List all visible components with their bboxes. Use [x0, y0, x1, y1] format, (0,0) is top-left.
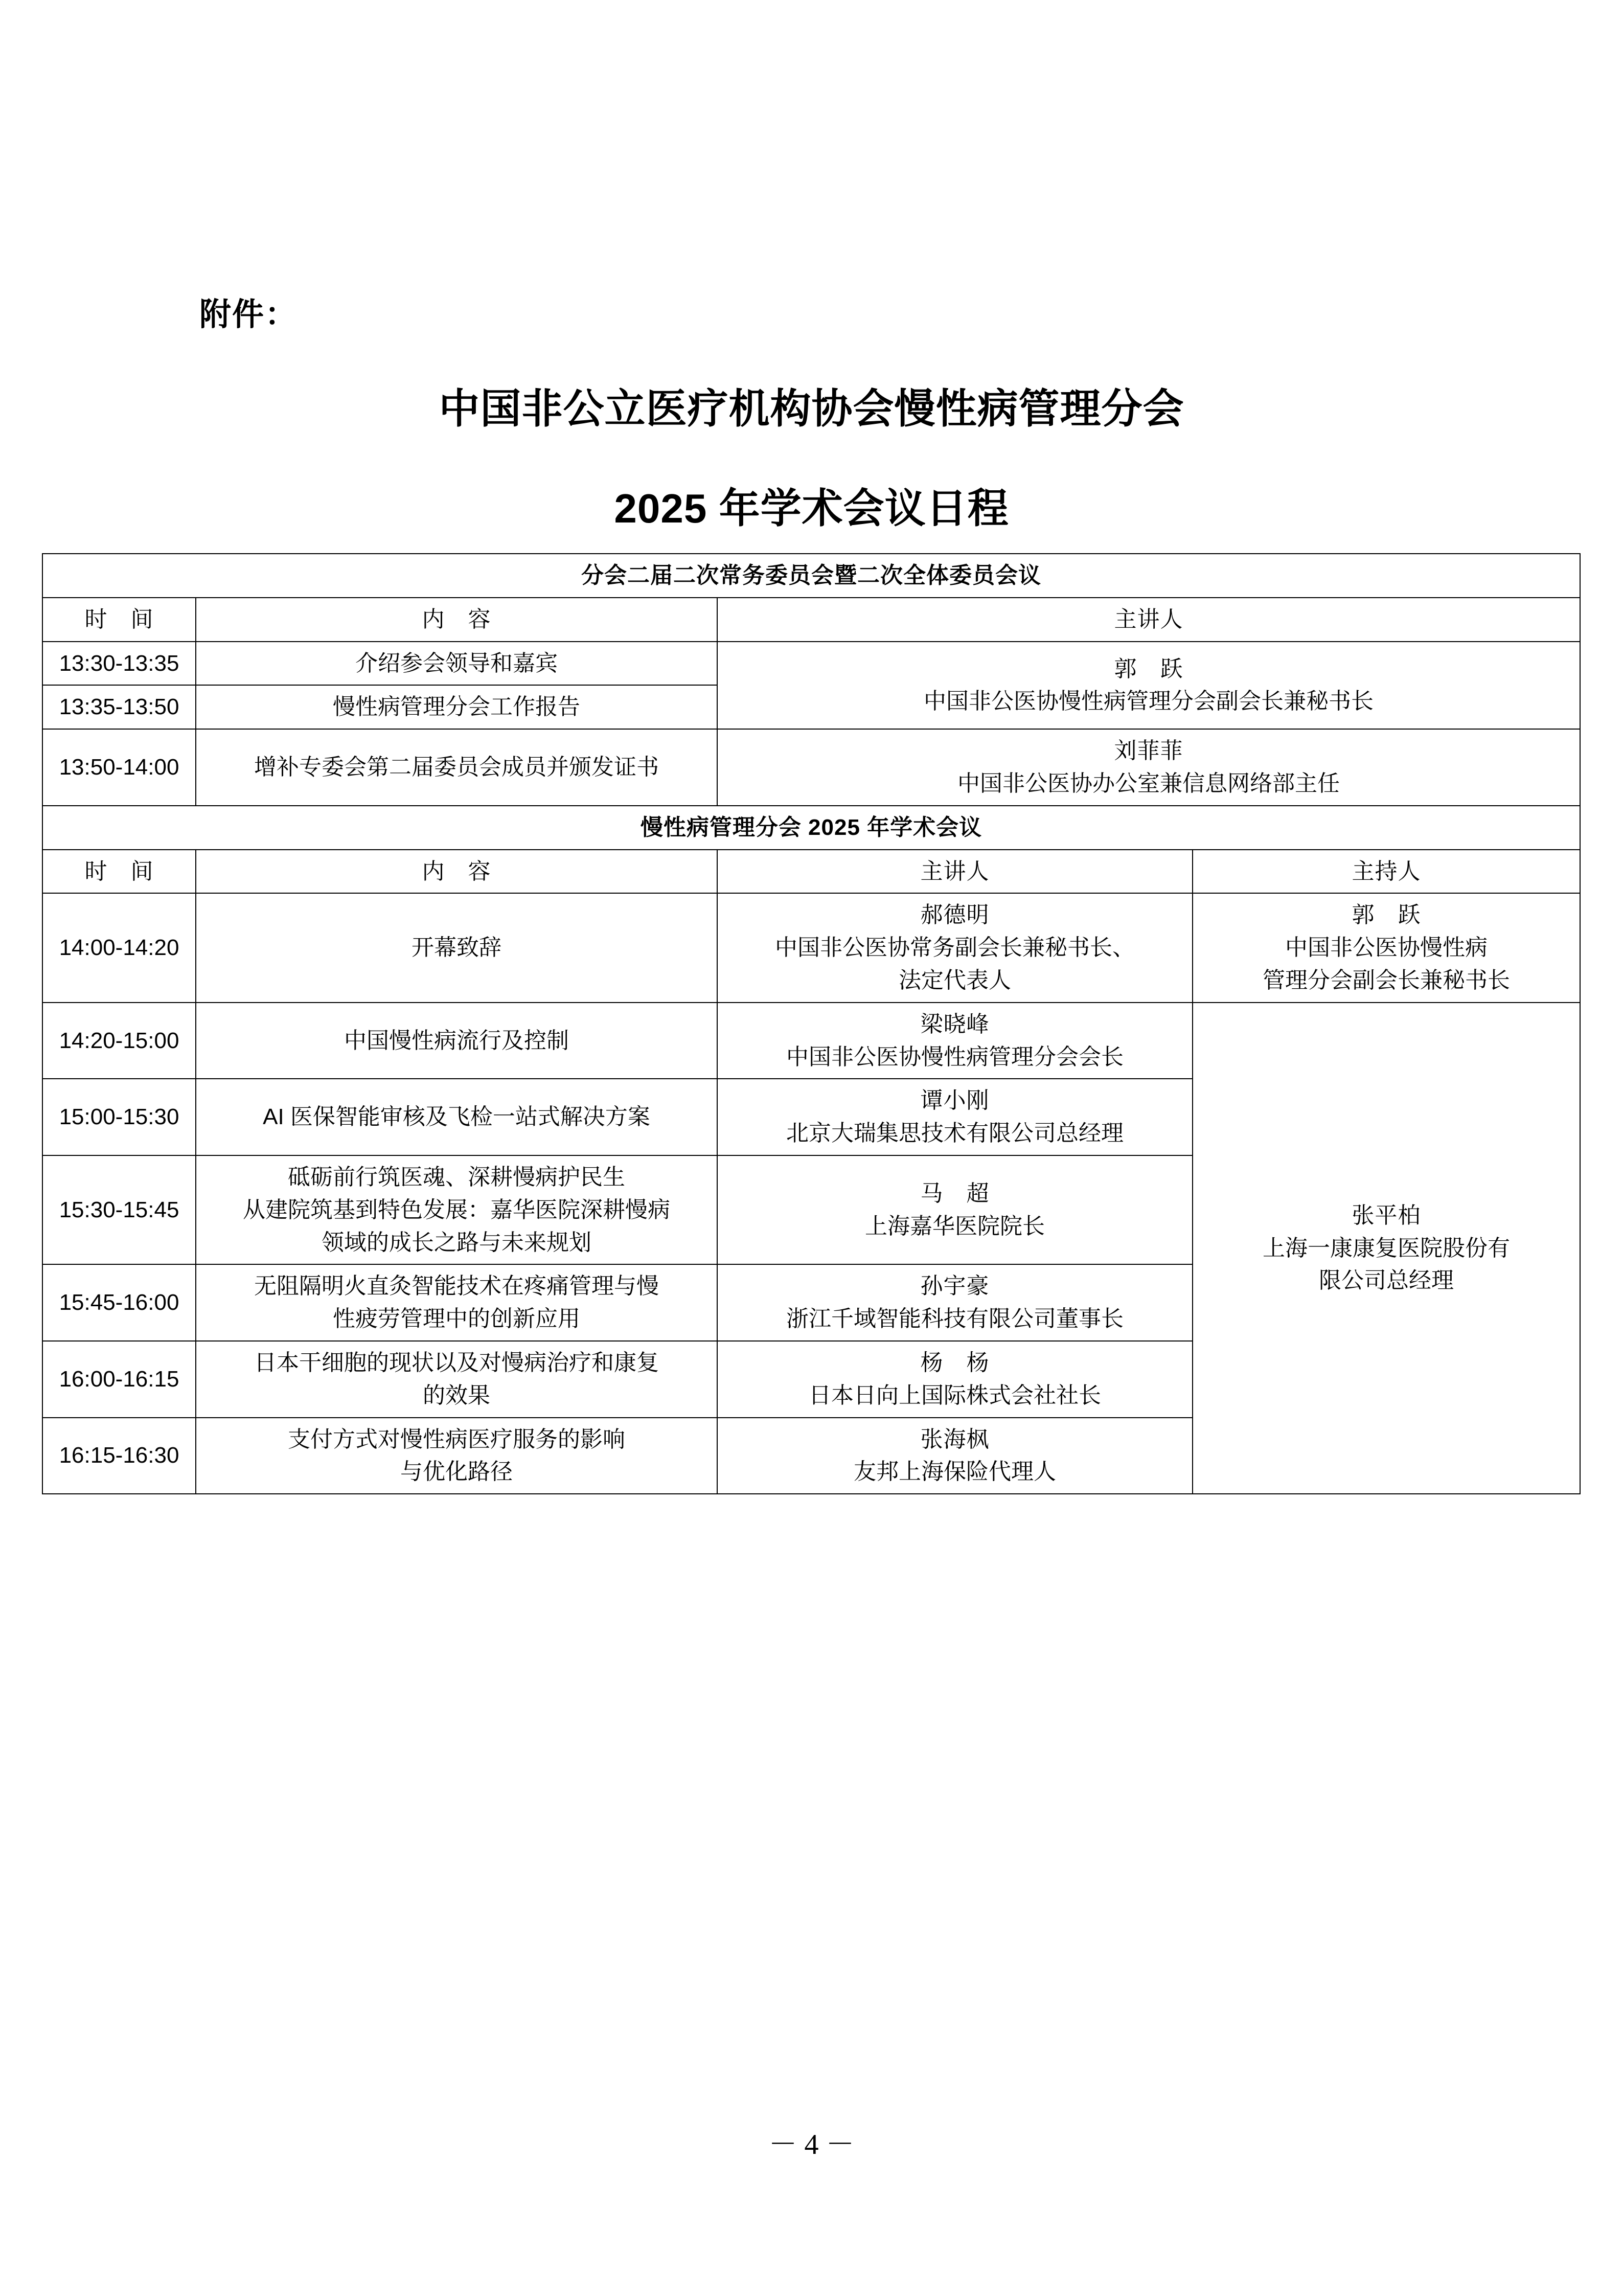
section-2-heading: 慢性病管理分会 2025 年学术会议 — [42, 806, 1580, 850]
cell-host — [1193, 1003, 1580, 1494]
cell-time: 14:20-15:00 — [42, 1003, 196, 1079]
document-title-line-1: 中国非公立医疗机构协会慢性病管理分会 — [439, 386, 1184, 431]
speaker-title: 上海嘉华医院院长 — [865, 1213, 1045, 1239]
host-title-2: 限公司总经理 — [1319, 1268, 1454, 1293]
speaker-name: 刘菲菲 — [1114, 738, 1183, 764]
content-line-2: 性疲劳管理中的创新应用 — [333, 1306, 580, 1332]
cell-host — [1193, 893, 1580, 1002]
table-row — [42, 729, 1580, 806]
column-header-speaker: 主讲人 — [717, 598, 1580, 642]
speaker-name: 孙宇豪 — [920, 1274, 990, 1299]
cell-speaker — [717, 642, 1580, 730]
column-header-host: 主持人 — [1193, 850, 1580, 894]
column-header-speaker: 主讲人 — [717, 850, 1193, 894]
host-title: 上海一康康复医院股份有 — [1263, 1235, 1510, 1261]
table-row — [42, 893, 1580, 1002]
cell-time: 16:00-16:15 — [42, 1341, 196, 1418]
content-line-1: 砥砺前行筑医魂、深耕慢病护民生 — [288, 1164, 625, 1190]
document-title-line-2: 2025 年学术会议日程 — [614, 486, 1009, 531]
cell-time: 13:35-13:50 — [42, 685, 196, 729]
cell-content: 增补专委会第二届委员会成员并颁发证书 — [196, 729, 717, 806]
cell-speaker — [717, 1155, 1193, 1264]
speaker-title: 中国非公医协办公室兼信息网络部主任 — [957, 770, 1340, 796]
cell-speaker — [717, 893, 1193, 1002]
page-number: － 4 － — [768, 2129, 855, 2161]
speaker-name: 张海枫 — [920, 1426, 990, 1452]
host-name: 张平柏 — [1352, 1202, 1421, 1228]
speaker-name: 梁晓峰 — [920, 1011, 990, 1037]
cell-time: 14:00-14:20 — [42, 893, 196, 1002]
cell-content — [196, 1341, 717, 1418]
content-line-1: 无阻隔明火直灸智能技术在疼痛管理与慢 — [254, 1274, 659, 1299]
agenda-table-container — [42, 553, 1580, 1494]
cell-speaker — [717, 1341, 1193, 1418]
table-row — [42, 598, 1580, 642]
host-title-2: 管理分会副会长兼秘书长 — [1263, 967, 1510, 993]
table-row — [42, 806, 1580, 850]
column-header-content: 内 容 — [196, 850, 717, 894]
speaker-title: 中国非公医协慢性病管理分会副会长兼秘书长 — [924, 689, 1374, 714]
column-header-content: 内 容 — [196, 598, 717, 642]
cell-time: 15:00-15:30 — [42, 1079, 196, 1155]
table-row — [42, 642, 1580, 686]
cell-content — [196, 1155, 717, 1264]
host-title: 中国非公医协慢性病 — [1285, 935, 1488, 961]
cell-time: 15:45-16:00 — [42, 1264, 196, 1341]
cell-speaker — [717, 1079, 1193, 1155]
speaker-title: 中国非公医协常务副会长兼秘书长、 — [775, 935, 1135, 961]
cell-time: 16:15-16:30 — [42, 1418, 196, 1494]
host-name: 郭 跃 — [1352, 902, 1421, 928]
cell-content: 慢性病管理分会工作报告 — [196, 685, 717, 729]
cell-content: 中国慢性病流行及控制 — [196, 1003, 717, 1079]
section-1-heading: 分会二届二次常务委员会暨二次全体委员会议 — [42, 554, 1580, 598]
speaker-title: 浙江千域智能科技有限公司董事长 — [786, 1306, 1124, 1332]
speaker-title: 日本日向上国际株式会社社长 — [809, 1382, 1101, 1408]
speaker-title-2: 法定代表人 — [899, 967, 1011, 993]
cell-content: 开幕致辞 — [196, 893, 717, 1002]
attachment-label: 附件： — [199, 297, 298, 332]
cell-time: 13:30-13:35 — [42, 642, 196, 686]
table-row — [42, 554, 1580, 598]
content-line-2: 从建院筑基到特色发展：嘉华医院深耕慢病 — [243, 1197, 670, 1222]
content-line-3: 领域的成长之路与未来规划 — [322, 1230, 591, 1255]
cell-speaker — [717, 729, 1580, 806]
speaker-title: 友邦上海保险代理人 — [854, 1459, 1056, 1485]
content-line-1: 日本干细胞的现状以及对慢病治疗和康复 — [254, 1350, 659, 1375]
cell-content: AI 医保智能审核及飞检一站式解决方案 — [196, 1079, 717, 1155]
agenda-table — [42, 553, 1581, 1494]
cell-content: 介绍参会领导和嘉宾 — [196, 642, 717, 686]
speaker-title: 中国非公医协慢性病管理分会会长 — [786, 1044, 1124, 1070]
cell-time: 15:30-15:45 — [42, 1155, 196, 1264]
table-row — [42, 1003, 1580, 1079]
cell-content — [196, 1264, 717, 1341]
cell-time: 13:50-14:00 — [42, 729, 196, 806]
cell-speaker — [717, 1003, 1193, 1079]
content-line-2: 与优化路径 — [400, 1459, 513, 1485]
column-header-time: 时 间 — [42, 598, 196, 642]
speaker-name: 郝德明 — [920, 902, 990, 928]
column-header-time: 时 间 — [42, 850, 196, 894]
speaker-name: 马 超 — [920, 1180, 990, 1206]
speaker-name: 郭 跃 — [1114, 656, 1183, 681]
content-line-2: 的效果 — [423, 1382, 490, 1408]
speaker-name: 杨 杨 — [920, 1350, 990, 1375]
cell-speaker — [717, 1418, 1193, 1494]
cell-content — [196, 1418, 717, 1494]
speaker-title: 北京大瑞集思技术有限公司总经理 — [786, 1121, 1124, 1146]
cell-speaker — [717, 1264, 1193, 1341]
content-line-1: 支付方式对慢性病医疗服务的影响 — [288, 1426, 625, 1452]
table-row — [42, 850, 1580, 894]
speaker-name: 谭小刚 — [920, 1088, 990, 1113]
